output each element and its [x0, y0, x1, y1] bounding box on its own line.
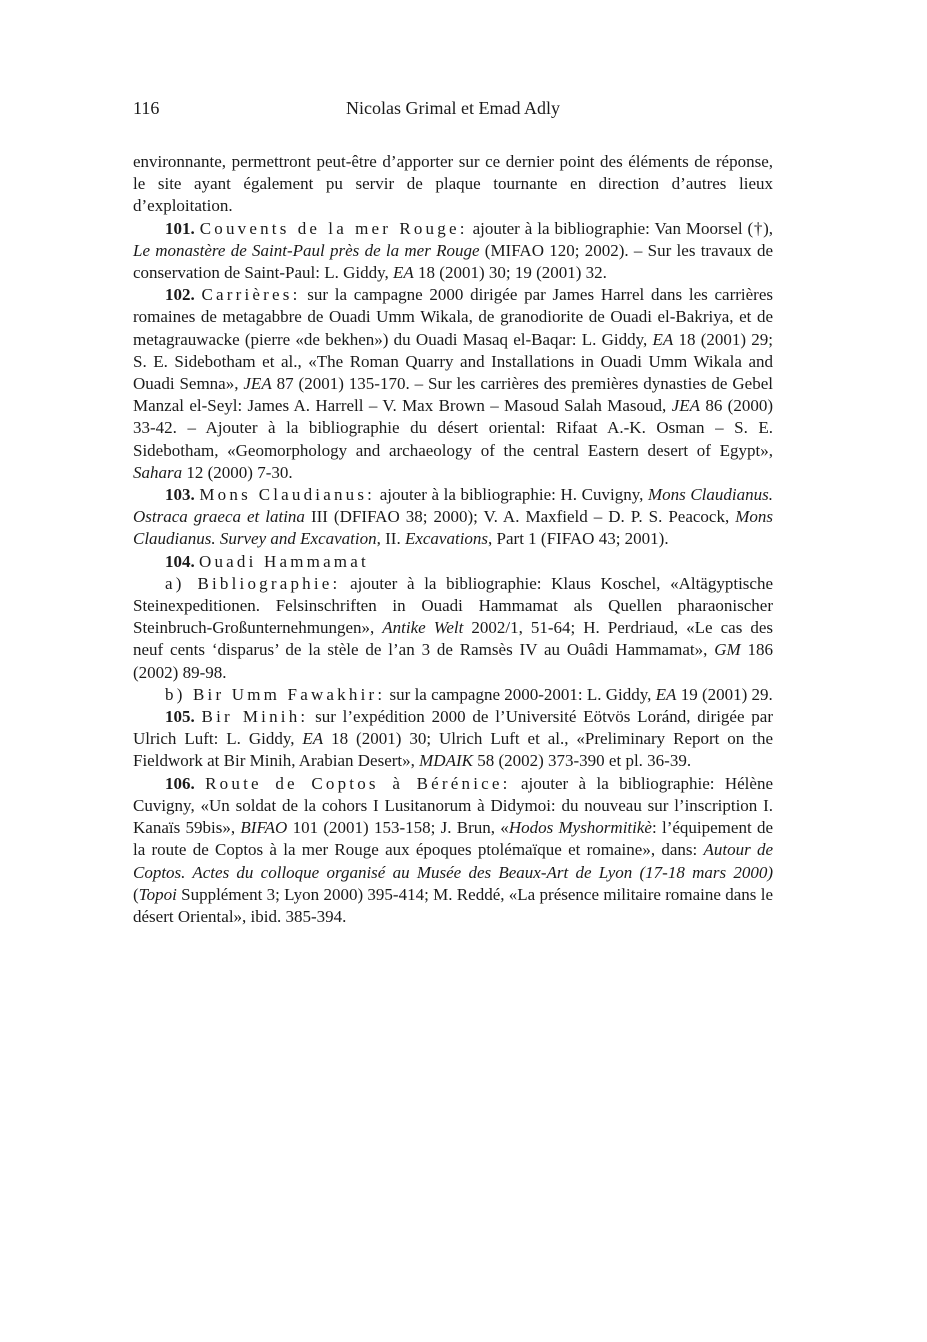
entry-italic: Topoi	[138, 884, 177, 904]
entry-number: 106.	[165, 773, 195, 793]
entry-italic: Autour de Coptos. Actes du colloque organisé au Musée des Beaux-Art de Lyon (17-18 mars 2000)	[133, 840, 773, 882]
entry-text: , II.	[376, 529, 405, 549]
entry-italic: Le monastère de Saint-Paul près de la mer Rouge	[133, 240, 480, 260]
entry-104-b	[133, 684, 773, 706]
entry-text: sur la campagne 2000 dirigée par James Harrel dans les carrières romaines de metagabbre de Ouadi Umm Wikala, de granodiorite de Ouadi el-Bakriya, et de metagrauwacke (pierre «de bekhen») du Ouadi Masaq el-Baqar: L. Giddy,	[133, 285, 774, 349]
entry-italic: Hodos Myshormitikè	[508, 818, 652, 838]
entry-text: ajouter à la bibliographie: Hélène Cuvigny, «Un soldat de la cohors I Lusitanorum à Didymoi: du nouveau sur l’inscription I. Kanaïs 59bis»,	[133, 773, 774, 838]
entry-italic: BIFAO	[240, 818, 288, 838]
entry-italic: GM	[714, 640, 741, 660]
page-body	[133, 151, 773, 928]
entry-italic: EA	[393, 263, 414, 283]
sub-heading: b) Bir Umm Fawakhir:	[165, 684, 386, 704]
entry-number: 101.	[165, 218, 195, 238]
entry-text: sur la campagne 2000-2001: L. Giddy,	[385, 684, 656, 704]
entry-italic: JEA	[671, 396, 700, 416]
entry-number: 103.	[165, 485, 195, 505]
entry-text: 19 (2001) 29.	[676, 684, 773, 704]
page-number: 116	[133, 98, 160, 118]
running-header	[133, 98, 773, 122]
entry-text: : l’équipement de la route de Coptos à la mer Rouge aux époques ptolémaïque et romaine», dans:	[133, 818, 773, 860]
entry-text: 18 (2001) 30; Ulrich Luft et al., «Preliminary Report on the Fieldwork at Bir Minih, Arabian Desert»,	[133, 729, 774, 771]
entry-text: ajouter à la bibliographie: H. Cuvigny,	[375, 485, 648, 505]
entry-text: 18 (2001) 30; 19 (2001) 32.	[413, 263, 607, 283]
entry-text: ajouter à la bibliographie: Van Moorsel (†),	[467, 218, 774, 238]
entry-italic: Excavations	[404, 529, 489, 549]
entry-text: ajouter à la bibliographie: Klaus Koschel, «Altägyptische Steinexpeditionen. Felsinschriften in Ouadi Hammamat als Quellen pharaonischer Steinbruch-Großunternehmungen»,	[133, 573, 773, 638]
entry-104	[133, 551, 773, 573]
entry-heading: Ouadi Hammamat	[199, 551, 369, 571]
entry-text: 101 (2001) 153-158; J. Brun, «	[287, 818, 509, 838]
entry-text: 2002/1, 51-64; H. Perdriaud, «Le cas des neuf cents ‘disparus’ de la stèle de l’an 3 de Ramsès IV au Ouâdi Hammamat»,	[133, 618, 774, 660]
entry-heading: Carrières:	[201, 285, 301, 305]
entry-italic: Mons Claudianus. Ostraca graeca et latina	[133, 485, 773, 527]
entry-italic: EA	[302, 729, 324, 749]
entry-text: (MIFAO 120; 2002). – Sur les travaux de conservation de Saint-Paul: L. Giddy,	[133, 240, 773, 283]
entry-italic: EA	[655, 684, 677, 704]
entry-text: 86 (2000) 33-42. – Ajouter à la bibliographie du désert oriental: Rifaat A.-K. Osman – S. E. Sidebotham, «Geomorphology and archaeology of the central Eastern desert of Egypt»,	[133, 396, 773, 460]
entry-106	[133, 773, 773, 928]
entry-number: 104.	[165, 551, 195, 571]
entry-text: (	[133, 884, 139, 904]
entry-text: , Part 1 (FIFAO 43; 2001).	[488, 529, 669, 549]
entry-text: 58 (2002) 373-390 et pl. 36-39.	[472, 751, 692, 771]
intro-paragraph: environnante, permettront peut-être d’apporter sur ce dernier point des éléments de réponse, le site ayant également pu servir de plaque tournante en direction d’autres lieux d’exploitation.	[133, 152, 773, 216]
running-title: Nicolas Grimal et Emad Adly	[346, 98, 560, 118]
entry-text: Supplément 3; Lyon 2000) 395-414; M. Reddé, «La présence militaire romaine dans le désert Oriental», ibid. 385-394.	[133, 884, 773, 926]
entry-italic: Sahara	[133, 462, 183, 482]
entry-text: 18 (2001) 29; S. E. Sidebotham et al., «The Roman Quarry and Installations in Ouadi Umm Wikala and Ouadi Semna»,	[133, 329, 773, 394]
entry-text: III (DFIFAO 38; 2000); V. A. Maxfield – D. P. S. Peacock,	[304, 507, 736, 527]
entry-text: sur l’expédition 2000 de l’Université Eötvös Loránd, dirigée par Ulrich Luft: L. Giddy,	[133, 707, 773, 749]
entry-heading: Route de Coptos à Bérénice:	[205, 773, 511, 793]
entry-italic: Antike Welt	[382, 618, 464, 638]
entry-number: 102.	[165, 285, 195, 305]
entry-text: 186 (2002) 89-98.	[133, 640, 774, 682]
entry-105	[133, 706, 773, 773]
entry-italic: EA	[652, 329, 674, 349]
entry-text: 87 (2001) 135-170. – Sur les carrières des premières dynasties de Gebel Manzal el-Seyl: James A. Harrell – V. Max Brown – Masoud Salah Masoud,	[133, 374, 773, 416]
entry-italic: JEA	[243, 374, 272, 394]
entry-heading: Mons Claudianus:	[199, 485, 376, 505]
entry-heading: Couvents de la mer Rouge:	[199, 218, 468, 238]
sub-heading: a) Bibliographie:	[165, 573, 341, 593]
entry-number: 105.	[165, 707, 195, 727]
entry-104-a	[133, 573, 773, 684]
entry-heading: Bir Minih:	[201, 707, 309, 727]
entry-103	[133, 484, 773, 551]
entry-101	[133, 218, 773, 285]
entry-italic: Mons Claudianus. Survey and Excavation	[133, 507, 774, 549]
entry-italic: MDAIK	[419, 751, 473, 771]
entry-102	[133, 284, 773, 484]
entry-text: 12 (2000) 7-30.	[182, 462, 293, 482]
